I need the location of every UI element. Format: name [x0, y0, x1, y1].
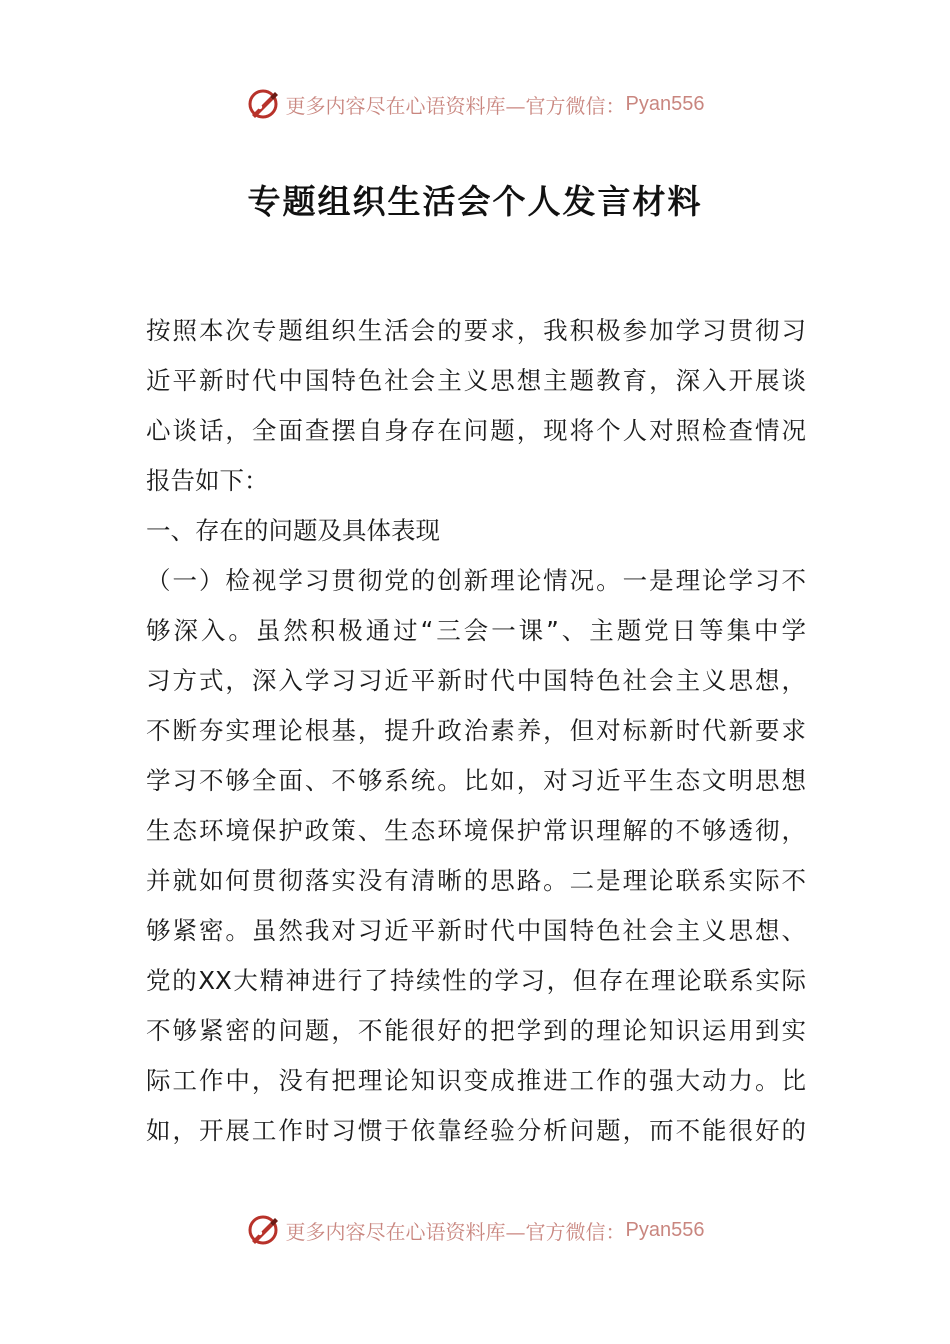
header-watermark-banner	[0, 84, 950, 124]
body-line: 心谈话，全面查摆自身存在问题，现将个人对照检查情况	[146, 416, 806, 445]
body-line: 习方式，深入学习习近平新时代中国特色社会主义思想，	[146, 666, 806, 695]
footer-banner-text: 更多内容尽在心语资料库—官方微信：	[285, 1219, 626, 1244]
document-title: 专题组织生活会个人发言材料	[247, 182, 703, 221]
document-body	[146, 306, 806, 1156]
body-line: 际工作中，没有把理论知识变成推进工作的强大动力。比	[146, 1066, 806, 1095]
body-line: 报告如下：	[146, 466, 269, 495]
body-line: 党的XX大精神进行了持续性的学习，但存在理论联系实际	[146, 966, 806, 995]
pen-logo-icon	[246, 87, 280, 121]
body-line: （一）检视学习贯彻党的创新理论情况。一是理论学习不	[146, 566, 806, 595]
body-line: 近平新时代中国特色社会主义思想主题教育，深入开展谈	[146, 366, 806, 395]
body-line: 不够紧密的问题，不能很好的把学到的理论知识运用到实	[146, 1016, 806, 1045]
header-banner-wechat-id: Pyan556	[625, 92, 705, 115]
body-line: 不断夯实理论根基，提升政治素养，但对标新时代新要求	[146, 716, 806, 745]
pen-logo-icon	[246, 1213, 280, 1247]
body-line: 并就如何贯彻落实没有清晰的思路。二是理论联系实际不	[146, 866, 806, 895]
body-line: 够紧密。虽然我对习近平新时代中国特色社会主义思想、	[146, 916, 806, 945]
footer-banner-wechat-id: Pyan556	[625, 1218, 705, 1241]
body-line: 够深入。虽然积极通过“三会一课”、主题党日等集中学	[146, 616, 806, 645]
body-line: 学习不够全面、不够系统。比如，对习近平生态文明思想	[146, 766, 806, 795]
body-line: 按照本次专题组织生活会的要求，我积极参加学习贯彻习	[146, 316, 806, 345]
section-heading: 一、存在的问题及具体表现	[146, 516, 440, 545]
body-line: 如，开展工作时习惯于依靠经验分析问题，而不能很好的	[146, 1116, 806, 1145]
header-banner-text: 更多内容尽在心语资料库—官方微信：	[285, 93, 626, 118]
footer-watermark-banner	[0, 1210, 950, 1250]
body-line: 生态环境保护政策、生态环境保护常识理解的不够透彻，	[146, 816, 806, 845]
